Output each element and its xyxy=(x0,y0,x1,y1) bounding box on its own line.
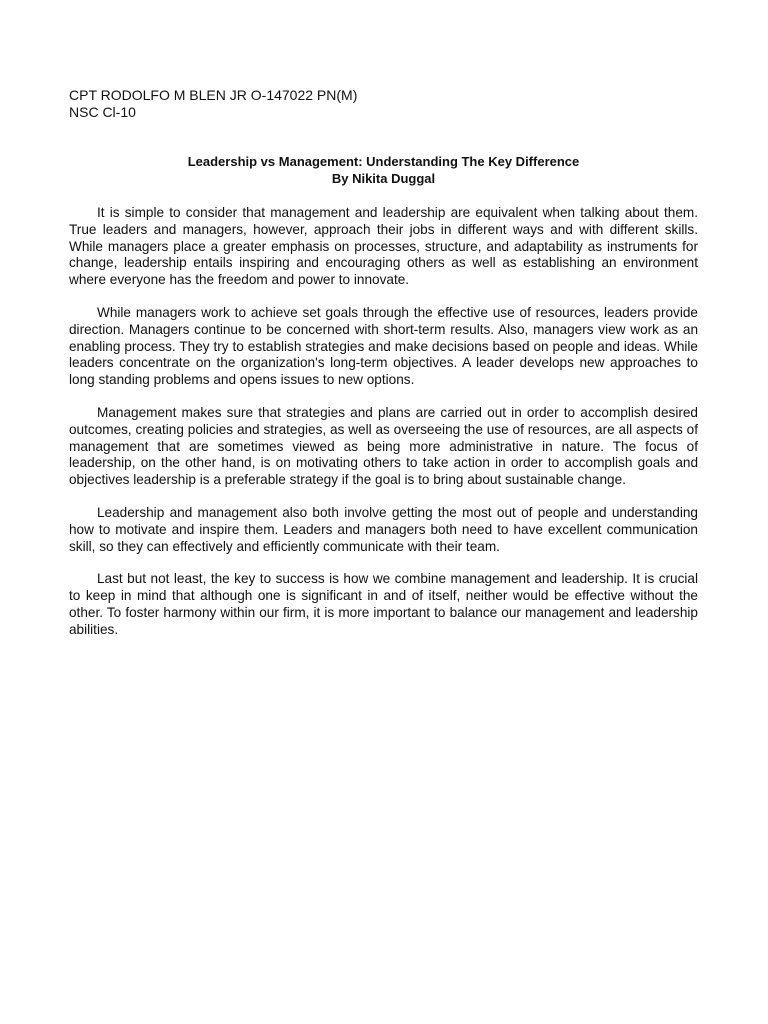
author-name-line: CPT RODOLFO M BLEN JR O-147022 PN(M) xyxy=(69,87,358,103)
paragraph-3: Management makes sure that strategies and plans are carried out in order to accomplish desired outcomes, creating policies and strategies, as well as overseeing the use of resources, are all aspects of management that are sometimes viewed as being more administrative in nature. The focus of leadership, on the other hand, is on motivating others to take action in order to accomplish goals and objectives leadership is a preferable strategy if the goal is to bring about sustainable change. xyxy=(69,404,698,488)
author-header xyxy=(69,87,357,121)
title-block xyxy=(69,153,698,187)
class-line: NSC Cl-10 xyxy=(69,104,136,120)
document-byline: By Nikita Duggal xyxy=(331,171,436,186)
paragraph-5: Last but not least, the key to success is how we combine management and leadership. It is crucial to keep in mind that although one is significant in and of itself, neither would be effective without the other. To foster harmony within our firm, it is more important to balance our management and leadership abilities. xyxy=(69,571,698,637)
paragraph-4: Leadership and management also both involve getting the most out of people and understanding how to motivate and inspire them. Leaders and managers both need to have excellent communication skill, so they can effectively and efficiently communicate with their team. xyxy=(69,504,698,554)
document-title: Leadership vs Management: Understanding The Key Difference xyxy=(187,154,580,169)
paragraph-1: It is simple to consider that management and leadership are equivalent when talking about them. True leaders and managers, however, approach their jobs in different ways and with different skills. While managers place a greater emphasis on processes, structure, and adaptability as instruments for change, leadership entails inspiring and encouraging others as well as establishing an environment where everyone has the freedom and power to innovate. xyxy=(69,205,698,288)
document-body xyxy=(69,205,698,655)
paragraph-2: While managers work to achieve set goals through the effective use of resources, leaders provide direction. Managers continue to be concerned with short-term results. Also, managers view work as an enabling process. They try to establish strategies and make decisions based on people and ideas. While leaders concentrate on the organization's long-term objectives. A leader develops new approaches to long standing problems and opens issues to new options. xyxy=(69,304,698,388)
